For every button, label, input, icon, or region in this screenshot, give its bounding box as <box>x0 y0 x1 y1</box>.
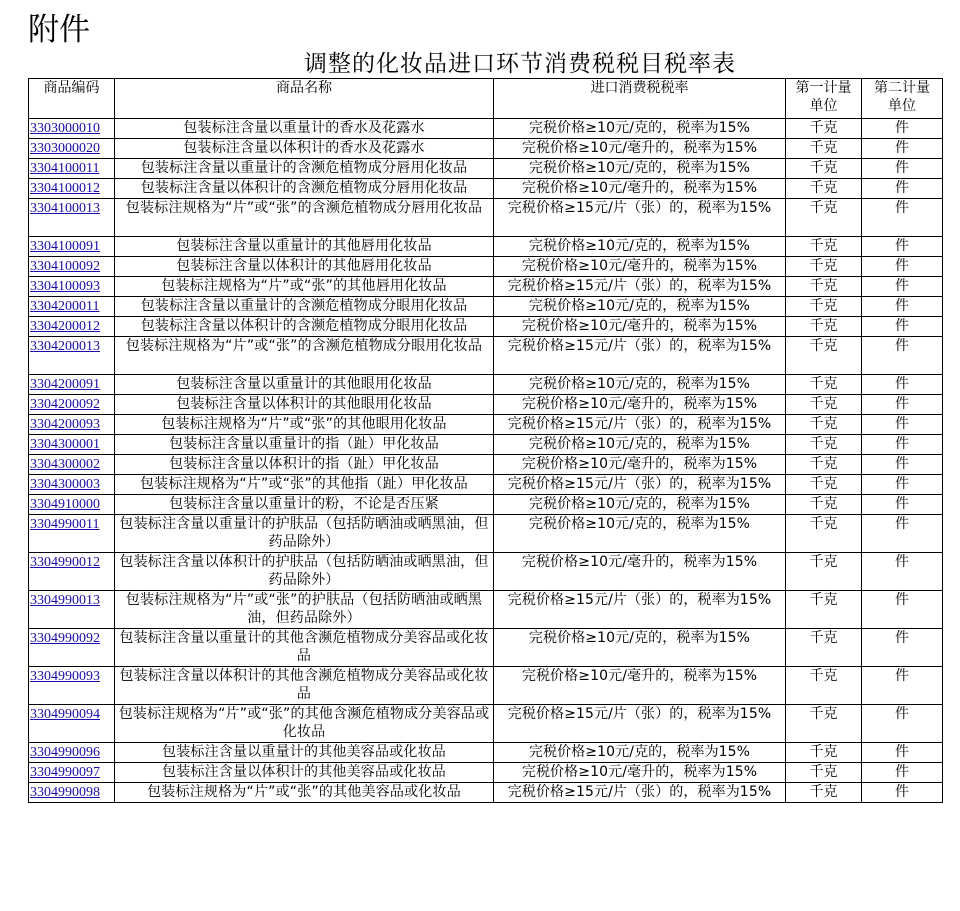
product-name-cell: 包装标注含量以体积计的含濒危植物成分眼用化妆品 <box>115 317 494 337</box>
product-code-link[interactable]: 3304200013 <box>30 339 100 354</box>
second-unit-cell: 件 <box>862 705 943 743</box>
product-code-link[interactable]: 3304200011 <box>30 299 100 314</box>
second-unit-cell: 件 <box>862 395 943 415</box>
product-code-cell <box>29 495 115 515</box>
first-unit-cell: 千克 <box>786 475 862 495</box>
second-unit-cell: 件 <box>862 415 943 435</box>
column-header-code: 商品编码 <box>29 79 115 119</box>
second-unit-cell: 件 <box>862 337 943 375</box>
first-unit-cell: 千克 <box>786 705 862 743</box>
product-code-cell <box>29 317 115 337</box>
table-row <box>29 553 943 591</box>
product-code-link[interactable]: 3304100011 <box>30 161 100 176</box>
product-code-link[interactable]: 3303000010 <box>30 121 100 136</box>
first-unit-cell: 千克 <box>786 495 862 515</box>
first-unit-cell: 千克 <box>786 629 862 667</box>
first-unit-cell: 千克 <box>786 179 862 199</box>
product-name-cell: 包装标注规格为“片”或“张”的其他含濒危植物成分美容品或化妆品 <box>115 705 494 743</box>
table-row <box>29 435 943 455</box>
column-header-unit2: 第二计量 单位 <box>862 79 943 119</box>
table-row <box>29 337 943 375</box>
tax-rate-cell: 完税价格≥10元/克的，税率为15% <box>494 159 786 179</box>
product-code-link[interactable]: 3304100091 <box>30 239 100 254</box>
product-code-cell <box>29 237 115 257</box>
second-unit-cell: 件 <box>862 455 943 475</box>
first-unit-cell: 千克 <box>786 415 862 435</box>
table-row <box>29 179 943 199</box>
product-code-cell <box>29 415 115 435</box>
tax-rate-cell: 完税价格≥15元/片（张）的，税率为15% <box>494 199 786 237</box>
second-unit-cell: 件 <box>862 743 943 763</box>
product-name-cell: 包装标注含量以重量计的护肤品（包括防晒油或晒黑油，但药品除外） <box>115 515 494 553</box>
product-code-cell <box>29 763 115 783</box>
table-row <box>29 237 943 257</box>
first-unit-cell: 千克 <box>786 375 862 395</box>
product-code-cell <box>29 199 115 237</box>
product-code-link[interactable]: 3304990096 <box>30 745 100 760</box>
first-unit-cell: 千克 <box>786 297 862 317</box>
product-code-cell <box>29 139 115 159</box>
first-unit-cell: 千克 <box>786 515 862 553</box>
tax-rate-cell: 完税价格≥10元/克的，税率为15% <box>494 495 786 515</box>
first-unit-cell: 千克 <box>786 455 862 475</box>
tax-rate-table <box>28 78 943 803</box>
table-row <box>29 375 943 395</box>
table-row <box>29 705 943 743</box>
product-name-cell: 包装标注含量以重量计的含濒危植物成分唇用化妆品 <box>115 159 494 179</box>
first-unit-cell: 千克 <box>786 257 862 277</box>
tax-rate-cell: 完税价格≥10元/毫升的，税率为15% <box>494 395 786 415</box>
column-header-name: 商品名称 <box>115 79 494 119</box>
second-unit-cell: 件 <box>862 257 943 277</box>
product-code-link[interactable]: 3303000020 <box>30 141 100 156</box>
first-unit-cell: 千克 <box>786 743 862 763</box>
column-header-rate: 进口消费税税率 <box>494 79 786 119</box>
product-code-link[interactable]: 3304200092 <box>30 397 100 412</box>
column-header-unit1: 第一计量 单位 <box>786 79 862 119</box>
product-code-cell <box>29 783 115 803</box>
table-row <box>29 743 943 763</box>
product-code-cell <box>29 297 115 317</box>
first-unit-cell: 千克 <box>786 119 862 139</box>
table-row <box>29 783 943 803</box>
tax-rate-cell: 完税价格≥10元/毫升的，税率为15% <box>494 553 786 591</box>
product-name-cell: 包装标注含量以重量计的其他含濒危植物成分美容品或化妆品 <box>115 629 494 667</box>
product-name-cell: 包装标注含量以重量计的香水及花露水 <box>115 119 494 139</box>
product-name-cell: 包装标注含量以体积计的其他眼用化妆品 <box>115 395 494 415</box>
table-row <box>29 317 943 337</box>
product-code-cell <box>29 553 115 591</box>
product-code-link[interactable]: 3304100013 <box>30 201 100 216</box>
product-name-cell: 包装标注含量以重量计的其他唇用化妆品 <box>115 237 494 257</box>
tax-rate-cell: 完税价格≥10元/克的，税率为15% <box>494 435 786 455</box>
attachment-label: 附件 <box>28 12 90 48</box>
product-code-link[interactable]: 3304990013 <box>30 593 100 608</box>
tax-rate-cell: 完税价格≥10元/毫升的，税率为15% <box>494 455 786 475</box>
table-row <box>29 515 943 553</box>
product-name-cell: 包装标注含量以体积计的其他唇用化妆品 <box>115 257 494 277</box>
tax-rate-cell: 完税价格≥10元/毫升的，税率为15% <box>494 763 786 783</box>
first-unit-cell: 千克 <box>786 763 862 783</box>
product-code-cell <box>29 179 115 199</box>
first-unit-cell: 千克 <box>786 159 862 179</box>
first-unit-cell: 千克 <box>786 199 862 237</box>
second-unit-cell: 件 <box>862 435 943 455</box>
product-code-link[interactable]: 3304910000 <box>30 497 100 512</box>
second-unit-cell: 件 <box>862 629 943 667</box>
second-unit-cell: 件 <box>862 375 943 395</box>
table-row <box>29 277 943 297</box>
first-unit-cell: 千克 <box>786 277 862 297</box>
product-code-link[interactable]: 3304990098 <box>30 785 100 800</box>
first-unit-cell: 千克 <box>786 237 862 257</box>
product-code-link[interactable]: 3304990092 <box>30 631 100 646</box>
first-unit-cell: 千克 <box>786 435 862 455</box>
table-row <box>29 455 943 475</box>
second-unit-cell: 件 <box>862 297 943 317</box>
table-row <box>29 667 943 705</box>
tax-rate-cell: 完税价格≥15元/片（张）的，税率为15% <box>494 591 786 629</box>
product-code-cell <box>29 375 115 395</box>
table-row <box>29 591 943 629</box>
table-row <box>29 119 943 139</box>
product-code-link[interactable]: 3304990097 <box>30 765 100 780</box>
product-code-link[interactable]: 3304200012 <box>30 319 100 334</box>
table-row <box>29 199 943 237</box>
table-row <box>29 629 943 667</box>
product-name-cell: 包装标注含量以体积计的香水及花露水 <box>115 139 494 159</box>
first-unit-cell: 千克 <box>786 553 862 591</box>
product-name-cell: 包装标注含量以体积计的其他含濒危植物成分美容品或化妆品 <box>115 667 494 705</box>
tax-rate-cell: 完税价格≥10元/毫升的，税率为15% <box>494 317 786 337</box>
title-text: 调整的化妆品进口环节消费税税目税率表 <box>304 51 736 77</box>
product-code-cell <box>29 705 115 743</box>
product-code-link[interactable]: 3304300003 <box>30 477 100 492</box>
second-unit-cell: 件 <box>862 495 943 515</box>
tax-rate-cell: 完税价格≥15元/片（张）的，税率为15% <box>494 277 786 297</box>
tax-rate-cell: 完税价格≥15元/片（张）的，税率为15% <box>494 705 786 743</box>
tax-rate-cell: 完税价格≥15元/片（张）的，税率为15% <box>494 783 786 803</box>
table-row <box>29 415 943 435</box>
first-unit-cell: 千克 <box>786 395 862 415</box>
product-code-link[interactable]: 3304990094 <box>30 707 100 722</box>
product-name-cell: 包装标注含量以体积计的指（趾）甲化妆品 <box>115 455 494 475</box>
product-code-link[interactable]: 3304990012 <box>30 555 100 570</box>
product-name-cell: 包装标注规格为“片”或“张”的其他指（趾）甲化妆品 <box>115 475 494 495</box>
second-unit-cell: 件 <box>862 475 943 495</box>
product-code-cell <box>29 629 115 667</box>
tax-rate-cell: 完税价格≥10元/克的，税率为15% <box>494 743 786 763</box>
tax-rate-cell: 完税价格≥10元/克的，税率为15% <box>494 119 786 139</box>
product-code-cell <box>29 743 115 763</box>
page-title <box>0 49 960 79</box>
second-unit-cell: 件 <box>862 591 943 629</box>
product-name-cell: 包装标注规格为“片”或“张”的其他眼用化妆品 <box>115 415 494 435</box>
table-row <box>29 763 943 783</box>
product-code-cell <box>29 119 115 139</box>
second-unit-cell: 件 <box>862 763 943 783</box>
product-name-cell: 包装标注规格为“片”或“张”的其他美容品或化妆品 <box>115 783 494 803</box>
tax-rate-cell: 完税价格≥10元/毫升的，税率为15% <box>494 667 786 705</box>
tax-rate-cell: 完税价格≥10元/毫升的，税率为15% <box>494 179 786 199</box>
product-name-cell: 包装标注规格为“片”或“张”的其他唇用化妆品 <box>115 277 494 297</box>
product-code-cell <box>29 667 115 705</box>
product-code-link[interactable]: 3304990011 <box>30 517 100 532</box>
second-unit-cell: 件 <box>862 139 943 159</box>
product-code-cell <box>29 455 115 475</box>
product-code-link[interactable]: 3304200091 <box>30 377 100 392</box>
second-unit-cell: 件 <box>862 237 943 257</box>
product-name-cell: 包装标注规格为“片”或“张”的含濒危植物成分唇用化妆品 <box>115 199 494 237</box>
tax-rate-cell: 完税价格≥10元/克的，税率为15% <box>494 375 786 395</box>
product-code-cell <box>29 395 115 415</box>
product-code-link[interactable]: 3304990093 <box>30 669 100 684</box>
tax-rate-cell: 完税价格≥15元/片（张）的，税率为15% <box>494 337 786 375</box>
second-unit-cell: 件 <box>862 667 943 705</box>
first-unit-cell: 千克 <box>786 337 862 375</box>
product-name-cell: 包装标注含量以重量计的含濒危植物成分眼用化妆品 <box>115 297 494 317</box>
product-code-link[interactable]: 3304300002 <box>30 457 100 472</box>
table-row <box>29 495 943 515</box>
product-code-cell <box>29 591 115 629</box>
product-name-cell: 包装标注含量以重量计的粉，不论是否压紧 <box>115 495 494 515</box>
product-code-link[interactable]: 3304300001 <box>30 437 100 452</box>
second-unit-cell: 件 <box>862 199 943 237</box>
table-row <box>29 395 943 415</box>
product-name-cell: 包装标注含量以体积计的其他美容品或化妆品 <box>115 763 494 783</box>
first-unit-cell: 千克 <box>786 139 862 159</box>
second-unit-cell: 件 <box>862 317 943 337</box>
product-code-link[interactable]: 3304100012 <box>30 181 100 196</box>
table-header-row <box>29 79 943 119</box>
product-name-cell: 包装标注含量以重量计的指（趾）甲化妆品 <box>115 435 494 455</box>
product-code-cell <box>29 277 115 297</box>
first-unit-cell: 千克 <box>786 783 862 803</box>
product-name-cell: 包装标注规格为“片”或“张”的含濒危植物成分眼用化妆品 <box>115 337 494 375</box>
product-name-cell: 包装标注含量以体积计的含濒危植物成分唇用化妆品 <box>115 179 494 199</box>
product-code-link[interactable]: 3304100093 <box>30 279 100 294</box>
product-code-cell <box>29 435 115 455</box>
product-name-cell: 包装标注含量以重量计的其他美容品或化妆品 <box>115 743 494 763</box>
second-unit-cell: 件 <box>862 553 943 591</box>
tax-rate-cell: 完税价格≥10元/克的，税率为15% <box>494 237 786 257</box>
product-code-link[interactable]: 3304200093 <box>30 417 100 432</box>
table-row <box>29 139 943 159</box>
product-code-cell <box>29 337 115 375</box>
second-unit-cell: 件 <box>862 277 943 297</box>
table-row <box>29 257 943 277</box>
product-code-cell <box>29 515 115 553</box>
tax-rate-cell: 完税价格≥10元/毫升的，税率为15% <box>494 257 786 277</box>
tax-rate-cell: 完税价格≥10元/毫升的，税率为15% <box>494 139 786 159</box>
product-code-cell <box>29 475 115 495</box>
second-unit-cell: 件 <box>862 515 943 553</box>
tax-rate-cell: 完税价格≥15元/片（张）的，税率为15% <box>494 475 786 495</box>
product-code-link[interactable]: 3304100092 <box>30 259 100 274</box>
table-row <box>29 475 943 495</box>
product-name-cell: 包装标注规格为“片”或“张”的护肤品（包括防晒油或晒黑油，但药品除外） <box>115 591 494 629</box>
second-unit-cell: 件 <box>862 179 943 199</box>
tax-rate-cell: 完税价格≥10元/克的，税率为15% <box>494 629 786 667</box>
product-name-cell: 包装标注含量以重量计的其他眼用化妆品 <box>115 375 494 395</box>
product-code-cell <box>29 159 115 179</box>
product-code-cell <box>29 257 115 277</box>
second-unit-cell: 件 <box>862 119 943 139</box>
table-row <box>29 159 943 179</box>
tax-rate-cell: 完税价格≥10元/克的，税率为15% <box>494 515 786 553</box>
first-unit-cell: 千克 <box>786 591 862 629</box>
tax-rate-cell: 完税价格≥15元/片（张）的，税率为15% <box>494 415 786 435</box>
second-unit-cell: 件 <box>862 783 943 803</box>
tax-rate-cell: 完税价格≥10元/克的，税率为15% <box>494 297 786 317</box>
first-unit-cell: 千克 <box>786 317 862 337</box>
second-unit-cell: 件 <box>862 159 943 179</box>
product-name-cell: 包装标注含量以体积计的护肤品（包括防晒油或晒黑油，但药品除外） <box>115 553 494 591</box>
table-row <box>29 297 943 317</box>
first-unit-cell: 千克 <box>786 667 862 705</box>
